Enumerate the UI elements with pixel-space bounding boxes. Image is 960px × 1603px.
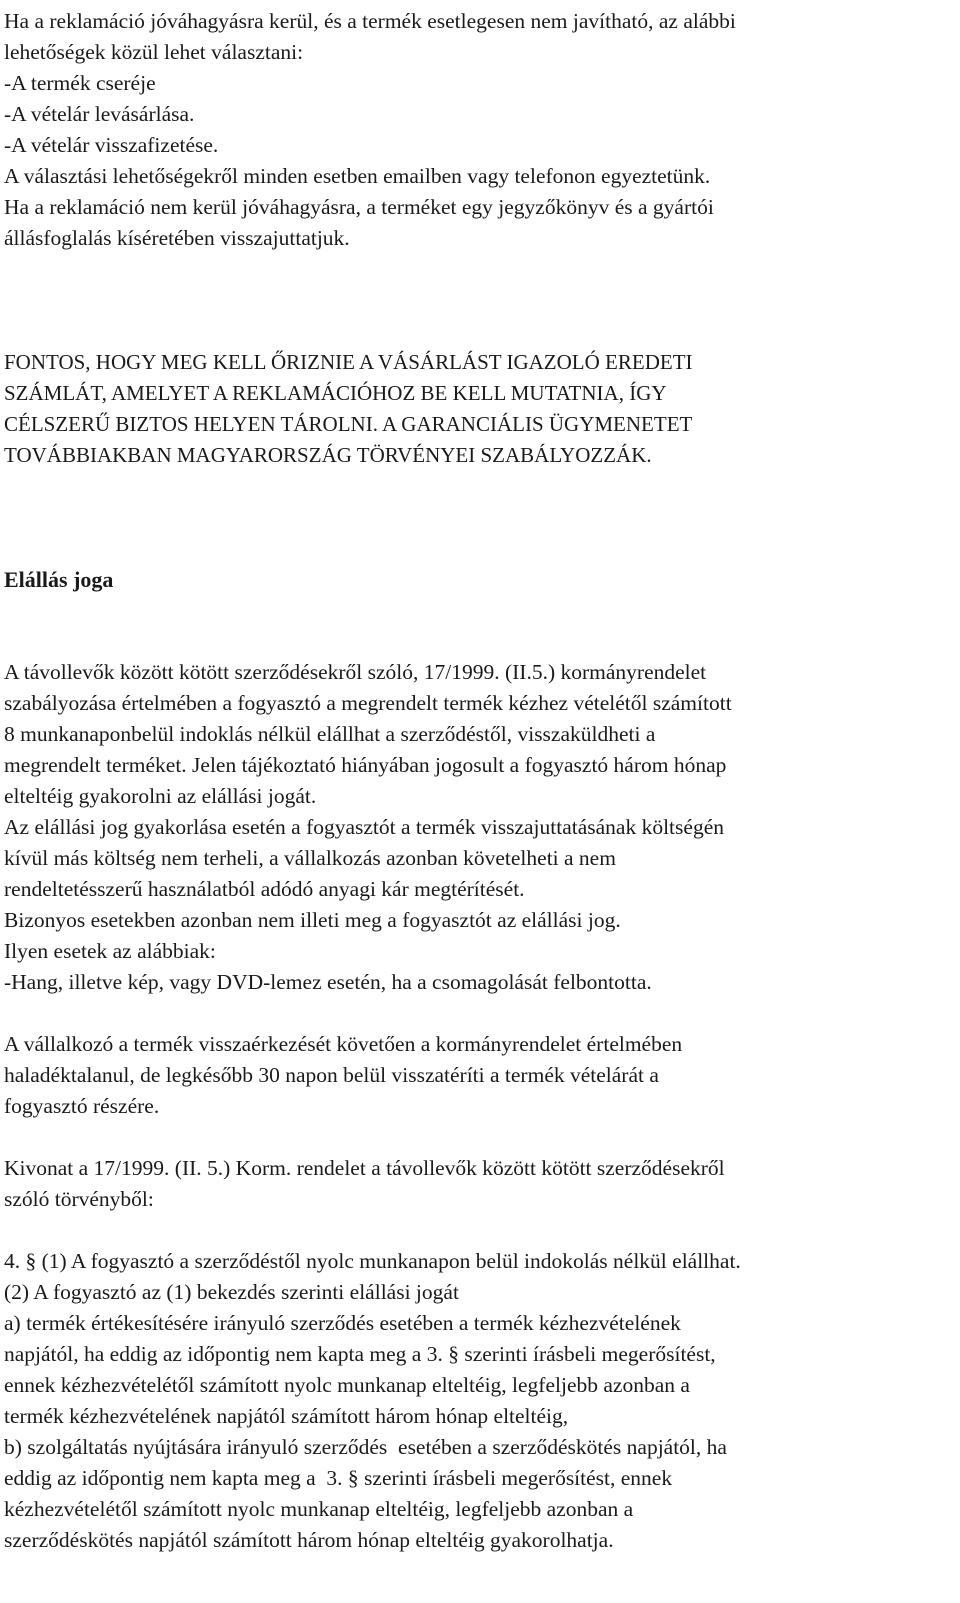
return-options-section — [4, 6, 960, 254]
text-line: A távollevők között kötött szerződésekről szóló, 17/1999. (II.5.) kormányrendelet — [4, 660, 707, 684]
text-line: -A vételár levásárlása. — [4, 102, 195, 126]
text-line: napjától, ha eddig az időpontig nem kapta meg a 3. § szerinti írásbeli megerősítést, — [4, 1342, 716, 1366]
text-line: (2) A fogyasztó az (1) bekezdés szerinti elállási jogát — [4, 1280, 459, 1304]
text-line: állásfoglalás kíséretében visszajuttatjuk. — [4, 226, 350, 250]
spacer — [4, 595, 960, 626]
important-notice — [4, 347, 960, 471]
section-heading: Elállás joga — [4, 567, 114, 592]
text-line: Kivonat a 17/1999. (II. 5.) Korm. rendelet a távollevők között kötött szerződésekről — [4, 1156, 725, 1180]
text-line: eddig az időpontig nem kapta meg a 3. § szerinti írásbeli megerősítést, ennek — [4, 1466, 673, 1490]
text-line: lehetőségek közül lehet választani: — [4, 40, 304, 64]
spacer — [4, 316, 960, 347]
text-line: szerződéskötés napjától számított három hónap elteltéig gyakorolhatja. — [4, 1528, 614, 1552]
spacer — [4, 1122, 960, 1153]
text-line: A vállalkozó a termék visszaérkezését követően a kormányrendelet értelmében — [4, 1032, 683, 1056]
text-line: 4. § (1) A fogyasztó a szerződéstől nyolc munkanapon belül indokolás nélkül elállhat. — [4, 1249, 741, 1273]
text-line: Az elállási jog gyakorlása esetén a fogyasztót a termék visszajuttatásának költségén — [4, 815, 724, 839]
text-line: Ilyen esetek az alábbiak: — [4, 939, 216, 963]
decree-excerpt-intro — [4, 1153, 960, 1215]
notice-line: TOVÁBBIAKBAN MAGYARORSZÁG TÖRVÉNYEI SZABÁLYOZZÁK. — [4, 443, 652, 467]
text-line: Ha a reklamáció jóváhagyásra kerül, és a termék esetlegesen nem javítható, az alábbi — [4, 9, 736, 33]
spacer — [4, 533, 960, 564]
text-line: Bizonyos esetekben azonban nem illeti meg a fogyasztót az elállási jog. — [4, 908, 621, 932]
spacer — [4, 998, 960, 1029]
withdrawal-rights-section — [4, 657, 960, 998]
text-line: Ha a reklamáció nem kerül jóváhagyásra, a terméket egy jegyzőkönyv és a gyártói — [4, 195, 714, 219]
text-line: b) szolgáltatás nyújtására irányuló szerződés esetében a szerződéskötés napjától, ha — [4, 1435, 727, 1459]
text-line: haladéktalanul, de legkésőbb 30 napon belül visszatéríti a termék vételárát a — [4, 1063, 659, 1087]
text-line: kívül más költség nem terheli, a vállalkozás azonban követelheti a nem — [4, 846, 616, 870]
text-line: a) termék értékesítésére irányuló szerződés esetében a termék kézhezvételének — [4, 1311, 681, 1335]
notice-line: SZÁMLÁT, AMELYET A REKLAMÁCIÓHOZ BE KELL MUTATNIA, ÍGY — [4, 381, 667, 405]
decree-excerpt-text — [4, 1246, 960, 1556]
spacer — [4, 1215, 960, 1246]
text-line: ennek kézhezvételétől számított nyolc munkanap elteltéig, legfeljebb azonban a — [4, 1373, 690, 1397]
text-line: kézhezvételétől számított nyolc munkanap elteltéig, legfeljebb azonban a — [4, 1497, 634, 1521]
spacer — [4, 471, 960, 502]
text-line: megrendelt terméket. Jelen tájékoztató hiányában jogosult a fogyasztó három hónap — [4, 753, 727, 777]
text-line: -A termék cseréje — [4, 71, 156, 95]
text-line: rendeltetésszerű használatból adódó anyagi kár megtérítését. — [4, 877, 525, 901]
text-line: elteltéig gyakorolni az elállási jogát. — [4, 784, 317, 808]
text-line: szóló törvényből: — [4, 1187, 154, 1211]
text-line: szabályozása értelmében a fogyasztó a megrendelt termék kézhez vételétől számított — [4, 691, 732, 715]
notice-line: CÉLSZERŰ BIZTOS HELYEN TÁROLNI. A GARANCIÁLIS ÜGYMENETET — [4, 412, 693, 436]
spacer — [4, 254, 960, 285]
text-line: -Hang, illetve kép, vagy DVD-lemez esetén, ha a csomagolását felbontotta. — [4, 970, 652, 994]
spacer — [4, 285, 960, 316]
text-line: termék kézhezvételének napjától számított három hónap elteltéig, — [4, 1404, 569, 1428]
text-line: fogyasztó részére. — [4, 1094, 160, 1118]
text-line: A választási lehetőségekről minden esetben emailben vagy telefonon egyeztetünk. — [4, 164, 711, 188]
text-line: -A vételár visszafizetése. — [4, 133, 219, 157]
refund-section — [4, 1029, 960, 1122]
text-line: 8 munkanaponbelül indoklás nélkül elállhat a szerződéstől, visszaküldheti a — [4, 722, 656, 746]
notice-line: FONTOS, HOGY MEG KELL ŐRIZNIE A VÁSÁRLÁST IGAZOLÓ EREDETI — [4, 350, 693, 374]
spacer — [4, 626, 960, 657]
spacer — [4, 502, 960, 533]
